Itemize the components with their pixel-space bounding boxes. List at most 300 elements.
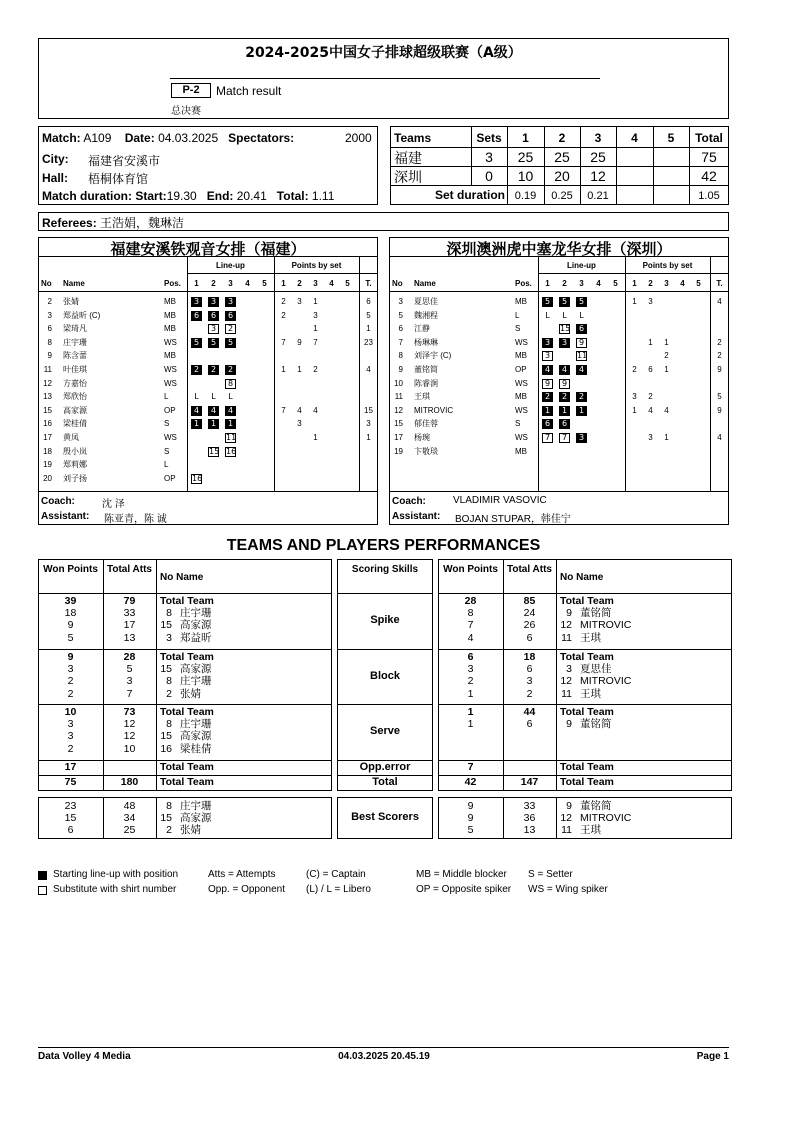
won-points: 2 xyxy=(67,742,74,755)
player-name: 王琪 xyxy=(580,824,601,837)
won-points: 3 xyxy=(67,663,74,676)
lineup-marker: 4 xyxy=(576,365,587,375)
player-name: 庄宇珊 xyxy=(180,800,212,812)
player-position: MB xyxy=(164,310,176,320)
total-atts: 2 xyxy=(526,687,533,700)
player-name: 庄宇珊 xyxy=(180,675,212,688)
skill-label: Serve xyxy=(370,725,400,737)
player-total-points: 1 xyxy=(366,433,371,442)
won-points: 2 xyxy=(67,687,74,700)
player-number: 15 xyxy=(160,663,172,676)
lineup-set-col: 2 xyxy=(211,279,216,288)
header-total-atts: Total Atts xyxy=(507,564,552,575)
city-line: City: xyxy=(42,152,69,166)
legend-libero: (L) / L = Libero xyxy=(306,884,371,895)
lineup-marker: 2 xyxy=(576,392,587,402)
score-header-teams: Teams xyxy=(394,131,432,145)
score-team-b: 深圳 xyxy=(394,169,422,185)
lineup-marker: 1 xyxy=(208,419,219,429)
won-points: 9 xyxy=(67,619,74,632)
divider xyxy=(389,256,729,257)
divider xyxy=(38,256,378,257)
player-name: 刘泽宇 (C) xyxy=(414,351,452,361)
lineup-marker: 6 xyxy=(559,419,570,429)
legend-mb: MB = Middle blocker xyxy=(416,869,507,880)
player-number: 12 xyxy=(560,812,572,825)
score-b-total: 42 xyxy=(701,168,717,184)
won-points: 6 xyxy=(67,824,74,837)
points-set-col: 2 xyxy=(648,279,653,288)
lineup-marker: 5 xyxy=(542,297,553,307)
player-number: 3 xyxy=(47,310,52,320)
col-name: Name xyxy=(414,279,436,288)
player-number: 16 xyxy=(160,742,172,755)
player-number: 8 xyxy=(398,351,403,361)
player-number: 18 xyxy=(43,446,52,456)
player-total-points: 5 xyxy=(366,310,371,320)
player-name: 董铭简 xyxy=(580,800,612,812)
player-position: MB xyxy=(515,392,527,402)
divider xyxy=(38,491,378,492)
lineup-marker: 2 xyxy=(225,324,236,334)
player-number: 11 xyxy=(561,824,572,837)
player-name: 庄宇珊 xyxy=(180,718,212,731)
lineup-marker: 4 xyxy=(542,365,553,375)
total-atts: 26 xyxy=(523,619,536,632)
score-team-a: 福建 xyxy=(394,150,422,166)
won-points: 1 xyxy=(467,687,474,700)
player-number: 2 xyxy=(166,687,172,700)
assistant-names: 陈亚青，陈 诚 xyxy=(104,514,167,525)
legend-opp: Opp. = Opponent xyxy=(208,884,286,895)
total-atts: 6 xyxy=(526,631,533,644)
lineup-marker: 6 xyxy=(576,324,587,334)
set-points: 3 xyxy=(297,419,302,429)
set-points: 7 xyxy=(281,337,286,347)
player-number: 15 xyxy=(394,419,403,429)
phase: 总决赛 xyxy=(171,106,201,117)
player-number: 17 xyxy=(43,433,52,442)
player-name: 陈睿涧 xyxy=(414,378,438,388)
total-atts: 13 xyxy=(523,824,536,837)
lineup-marker: 15 xyxy=(209,446,220,456)
set-points: 2 xyxy=(281,297,286,306)
set-duration-2: 0.25 xyxy=(551,190,573,202)
player-name: 董铭简 xyxy=(414,365,438,374)
player-position: L xyxy=(164,460,169,470)
won-points: 28 xyxy=(464,595,477,607)
won-points: 39 xyxy=(64,595,77,607)
player-position: MB xyxy=(515,297,527,306)
player-name: 郑欣怡 xyxy=(63,392,87,402)
lineup-marker: 4 xyxy=(191,406,202,416)
divider xyxy=(538,273,729,274)
player-number: 8 xyxy=(166,675,172,688)
total-atts: 33 xyxy=(123,607,136,620)
player-position: MB xyxy=(515,446,527,456)
won-points: 9 xyxy=(467,800,474,812)
legend-starting: Starting line-up with position xyxy=(53,869,179,880)
won-points: 18 xyxy=(64,607,77,620)
set-points: 7 xyxy=(281,405,286,415)
lineup-marker: 5 xyxy=(559,297,570,307)
score-a-s1: 25 xyxy=(517,149,534,165)
player-name: 郑莉娜 xyxy=(63,460,87,470)
player-number: 9 xyxy=(566,800,572,812)
won-points: 17 xyxy=(64,761,77,773)
set-points: 1 xyxy=(313,297,318,306)
player-position: S xyxy=(164,446,170,456)
col-no: No xyxy=(392,279,403,288)
total-atts: 147 xyxy=(520,776,539,788)
footer-right: Page 1 xyxy=(696,1051,729,1062)
total-atts: 18 xyxy=(523,651,536,663)
player-total-points: 5 xyxy=(717,392,722,402)
lineup-marker: L xyxy=(545,310,550,320)
col-name: Name xyxy=(63,279,85,288)
total-atts: 180 xyxy=(120,776,139,788)
lineup-marker: 9 xyxy=(542,379,553,389)
divider xyxy=(389,491,729,492)
player-name: 庄宇珊 xyxy=(63,337,87,347)
set-points: 3 xyxy=(297,297,302,306)
set-points: 1 xyxy=(648,337,653,347)
player-total-points: 6 xyxy=(366,297,371,306)
coach-label: Coach: xyxy=(392,496,426,507)
set-points: 9 xyxy=(297,337,302,347)
skill-label: Block xyxy=(370,669,400,682)
col-total: T. xyxy=(365,279,372,288)
set-duration-3: 0.21 xyxy=(587,190,609,202)
player-total-points: 15 xyxy=(364,405,373,415)
lineup-set-col: 3 xyxy=(579,279,584,288)
lineup-marker: 16 xyxy=(226,446,237,456)
lineup-marker: 2 xyxy=(542,392,553,402)
lineup-set-col: 3 xyxy=(228,279,233,288)
header-won-points: Won Points xyxy=(443,564,498,575)
header-no-name: No Name xyxy=(160,572,204,583)
set-points: 2 xyxy=(632,365,637,374)
header-scoring-skills: Scoring Skills xyxy=(351,564,419,575)
lineup-marker: 15 xyxy=(560,324,571,334)
player-name: 王琪 xyxy=(580,631,601,644)
lineup-set-col: 5 xyxy=(262,279,267,288)
doc-type: Match result xyxy=(216,84,282,98)
player-name: 王琪 xyxy=(414,392,430,402)
lineup-set-col: 1 xyxy=(194,279,199,288)
set-points: 1 xyxy=(664,337,669,347)
legend-atts: Atts = Attempts xyxy=(208,869,276,880)
won-points: 1 xyxy=(467,706,474,718)
set-points: 2 xyxy=(664,351,669,361)
assistant-names: BOJAN STUPAR，韩佳宁 xyxy=(455,514,571,525)
won-points: 7 xyxy=(467,761,474,773)
total-atts: 5 xyxy=(126,663,133,676)
won-points: 42 xyxy=(464,776,477,788)
lineup-marker: 3 xyxy=(542,351,553,361)
lineup-marker: 16 xyxy=(192,473,203,483)
legend-starting-icon xyxy=(38,871,47,880)
total-atts: 10 xyxy=(123,742,136,755)
player-position: L xyxy=(164,392,169,402)
player-name: 高家源 xyxy=(180,663,212,676)
lineup-marker: 2 xyxy=(191,365,202,375)
set-duration-1: 0.19 xyxy=(514,190,537,202)
total-atts: 12 xyxy=(123,730,136,743)
player-name: Total Team xyxy=(560,706,614,718)
legend-substitute: Substitute with shirt number xyxy=(53,884,177,895)
player-name: 魏湘程 xyxy=(414,310,438,320)
lineup-set-col: 2 xyxy=(562,279,567,288)
lineup-set-col: 1 xyxy=(545,279,550,288)
player-position: WS xyxy=(515,433,528,442)
footer-left: Data Volley 4 Media xyxy=(38,1051,131,1062)
total-atts: 7 xyxy=(126,687,133,700)
lineup-marker: 4 xyxy=(225,406,236,416)
player-position: OP xyxy=(515,365,527,374)
lineup-marker: 3 xyxy=(208,324,219,334)
lineup-marker: 3 xyxy=(559,338,570,348)
player-number: 6 xyxy=(398,324,403,334)
lineup-marker: 9 xyxy=(576,338,587,348)
player-number: 15 xyxy=(43,405,52,415)
player-number: 8 xyxy=(47,337,52,347)
lineup-marker: 3 xyxy=(208,297,219,307)
total-atts: 6 xyxy=(526,718,533,731)
player-total-points: 9 xyxy=(717,365,722,374)
won-points: 10 xyxy=(64,706,77,718)
player-number: 17 xyxy=(394,433,403,442)
divider xyxy=(389,291,729,292)
footer-center: 04.03.2025 20.45.19 xyxy=(338,1051,430,1062)
total-team: Total Team xyxy=(560,776,614,788)
lineup-set-col: 4 xyxy=(596,279,601,288)
assistant-label: Assistant: xyxy=(41,511,90,522)
player-position: MB xyxy=(164,324,176,334)
player-name: 陈含蕾 xyxy=(63,351,87,361)
legend-ws: WS = Wing spiker xyxy=(528,884,608,895)
won-points: 7 xyxy=(467,619,474,632)
col-no: No xyxy=(41,279,52,288)
points-set-col: 3 xyxy=(664,279,669,288)
player-name: 高家源 xyxy=(63,405,87,415)
lineup-marker: L xyxy=(562,310,567,320)
player-number: 10 xyxy=(394,378,403,388)
lineup-marker: 1 xyxy=(191,419,202,429)
won-points: 5 xyxy=(67,631,74,644)
points-set-col: 1 xyxy=(281,279,286,288)
lineup-marker: L xyxy=(194,392,199,402)
player-name: Total Team xyxy=(160,706,214,718)
score-header-total: Total xyxy=(695,131,723,145)
player-number: 11 xyxy=(561,687,572,700)
won-points: 75 xyxy=(64,776,77,788)
total-atts: 17 xyxy=(123,619,136,632)
player-position: OP xyxy=(164,405,176,415)
lineup-marker: 6 xyxy=(208,311,219,321)
set-duration-label: Set duration xyxy=(434,188,505,202)
score-b-s2: 20 xyxy=(554,168,570,184)
set-points: 1 xyxy=(297,365,302,374)
won-points: 2 xyxy=(467,675,474,688)
total-atts: 85 xyxy=(523,595,536,607)
duration-line: Match duration: Start:19.30 End: 20.41 Total: 1.11 xyxy=(42,189,335,203)
player-position: S xyxy=(515,324,521,334)
total-atts: 44 xyxy=(523,706,536,718)
player-name: Total Team xyxy=(160,651,214,663)
legend-op: OP = Opposite spiker xyxy=(416,884,512,895)
won-points: 23 xyxy=(64,800,77,812)
total-atts: 34 xyxy=(123,812,136,825)
player-position: WS xyxy=(515,405,528,415)
player-name: 张婧 xyxy=(63,297,79,306)
player-number: 15 xyxy=(160,619,172,632)
player-position: WS xyxy=(164,378,177,388)
player-position: MB xyxy=(515,351,527,361)
player-name: 黄凤 xyxy=(63,433,79,442)
coach-name: 沈 泽 xyxy=(102,499,125,510)
won-points: 4 xyxy=(467,631,474,644)
set-points: 6 xyxy=(648,365,653,374)
total-atts: 3 xyxy=(126,675,133,688)
set-points: 1 xyxy=(664,433,669,442)
lineup-marker: 6 xyxy=(225,311,236,321)
player-number: 3 xyxy=(566,663,572,676)
player-position: OP xyxy=(164,473,176,483)
player-position: WS xyxy=(164,433,177,442)
player-name: Total Team xyxy=(560,651,614,663)
score-header-1: 1 xyxy=(522,131,529,145)
player-number: 9 xyxy=(398,365,403,374)
player-name: 董铭简 xyxy=(580,607,612,620)
player-number: 19 xyxy=(394,446,403,456)
lineup-marker: 3 xyxy=(191,297,202,307)
page-title: 2024-2025中国女子排球超级联赛（A级） xyxy=(245,45,522,61)
won-points: 3 xyxy=(467,663,474,676)
player-number: 20 xyxy=(43,473,52,483)
lineup-marker: 5 xyxy=(225,338,236,348)
col-pos: Pos. xyxy=(164,279,181,288)
lineup-set-col: 4 xyxy=(245,279,250,288)
col-pos: Pos. xyxy=(515,279,532,288)
header-won-points: Won Points xyxy=(43,564,98,575)
lineup-marker: 2 xyxy=(559,392,570,402)
player-name: Total Team xyxy=(160,595,214,607)
player-name: 江静 xyxy=(414,324,430,334)
assistant-label: Assistant: xyxy=(392,511,441,522)
lineup-marker: 1 xyxy=(576,406,587,416)
player-position: WS xyxy=(515,378,528,388)
player-name: 刘子扬 xyxy=(63,473,87,483)
score-header-3: 3 xyxy=(594,131,602,145)
set-points: 4 xyxy=(297,405,302,415)
skill-label: Spike xyxy=(370,614,400,626)
player-total-points: 2 xyxy=(717,337,722,347)
score-header-sets: Sets xyxy=(476,131,502,145)
player-number: 7 xyxy=(398,337,403,347)
lineup-marker: 2 xyxy=(208,365,219,375)
lineup-marker: L xyxy=(579,310,584,320)
player-total-points: 4 xyxy=(717,433,722,442)
team-title: 福建安溪铁观音女排（福建） xyxy=(110,240,306,258)
player-number: 2 xyxy=(47,297,52,306)
coach-name: VLADIMIR VASOVIC xyxy=(453,495,547,506)
won-points: 1 xyxy=(467,718,474,731)
total-atts: 24 xyxy=(523,607,536,620)
score-header-5: 5 xyxy=(667,131,675,145)
total-atts: 6 xyxy=(526,663,533,676)
player-number: 9 xyxy=(566,718,572,731)
points-set-col: 4 xyxy=(680,279,685,288)
won-points: 6 xyxy=(467,651,474,663)
skill-label: Total xyxy=(372,776,398,788)
player-number: 6 xyxy=(47,324,52,334)
set-points: 1 xyxy=(632,297,637,306)
won-points: 3 xyxy=(67,718,74,731)
player-position: S xyxy=(515,419,521,429)
player-position: S xyxy=(164,419,170,429)
set-points: 4 xyxy=(313,405,318,415)
player-position: L xyxy=(515,310,520,320)
player-number: 8 xyxy=(166,718,172,731)
player-total-points: 2 xyxy=(717,351,722,361)
total-team: Total Team xyxy=(560,761,614,773)
lineup-marker: 1 xyxy=(225,419,236,429)
player-name: MITROVIC xyxy=(414,405,454,415)
lineup-marker: L xyxy=(228,392,233,402)
city: 福建省安溪市 xyxy=(88,154,161,168)
points-set-col: 3 xyxy=(313,279,318,288)
lineup-header: Line-up xyxy=(216,261,245,270)
set-points: 1 xyxy=(313,324,318,334)
player-name: 杨琬 xyxy=(414,433,430,442)
hall: 梧桐体育馆 xyxy=(88,172,149,186)
skill-label: Opp.error xyxy=(359,761,411,773)
total-atts: 28 xyxy=(123,651,136,663)
legend-captain: (C) = Captain xyxy=(306,869,366,880)
set-points: 2 xyxy=(648,392,653,402)
points-set-col: 2 xyxy=(297,279,302,288)
player-total-points: 23 xyxy=(364,337,373,347)
player-position: WS xyxy=(164,337,177,347)
player-name: 高家源 xyxy=(180,730,212,743)
player-number: 8 xyxy=(166,800,172,812)
total-atts: 25 xyxy=(123,824,136,837)
player-total-points: 1 xyxy=(366,324,371,334)
set-points: 3 xyxy=(313,310,318,320)
lineup-marker: 5 xyxy=(576,297,587,307)
lineup-marker: 3 xyxy=(576,433,587,443)
divider xyxy=(187,273,378,274)
score-header-2: 2 xyxy=(558,131,566,145)
lineup-marker: 4 xyxy=(559,365,570,375)
won-points: 15 xyxy=(64,812,77,825)
set-points: 1 xyxy=(313,433,318,442)
spectators: 2000 xyxy=(345,131,372,145)
won-points: 5 xyxy=(467,824,474,837)
lineup-marker: 6 xyxy=(191,311,202,321)
hall-line: Hall: xyxy=(42,171,69,185)
player-total-points: 9 xyxy=(717,405,722,415)
player-number: 5 xyxy=(398,310,403,320)
player-name: 夏思佳 xyxy=(580,663,612,676)
total-atts: 48 xyxy=(123,800,136,812)
lineup-marker: 1 xyxy=(559,406,570,416)
lineup-marker: 7 xyxy=(559,433,570,443)
lineup-marker: 1 xyxy=(542,406,553,416)
player-name: 殷小岚 xyxy=(63,446,87,456)
lineup-marker: 11 xyxy=(226,433,237,442)
